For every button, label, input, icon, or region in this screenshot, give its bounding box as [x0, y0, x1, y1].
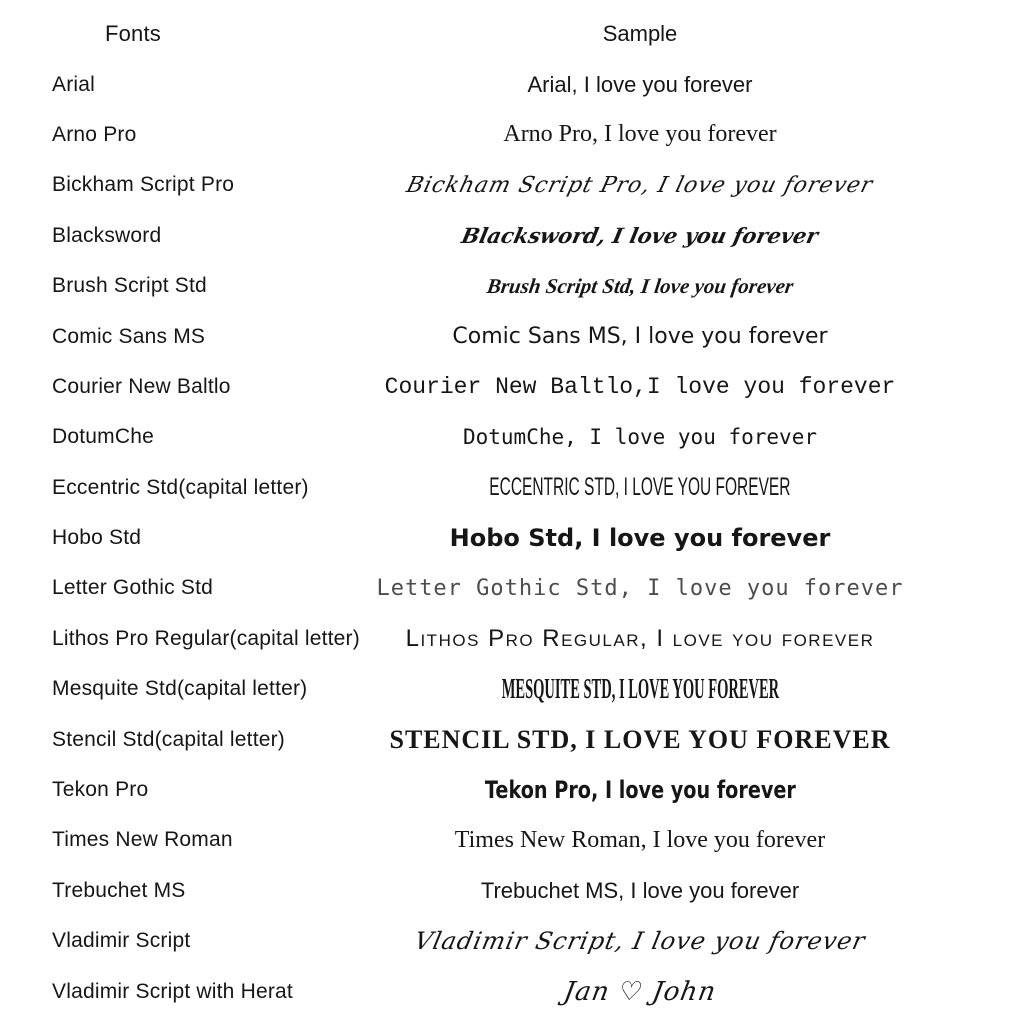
font-name: Arial [52, 72, 96, 96]
font-name: Letter Gothic Std [52, 576, 213, 600]
font-sample: Bickham Script Pro, I love you forever [404, 172, 876, 198]
table-row [0, 815, 1024, 865]
table-row [0, 714, 1024, 764]
font-name: Eccentric Std(capital letter) [52, 475, 309, 499]
table-row [0, 866, 1024, 916]
font-sample-cell [256, 927, 1024, 955]
font-sample: Comic Sans MS, I love you forever [452, 324, 828, 350]
font-sample: Vladimir Script, I love you forever [411, 927, 869, 956]
font-name: Vladimir Script with Herat [52, 979, 293, 1003]
font-sample: Brush Script Std, I love you forever [485, 273, 795, 298]
font-sample: Hobo Std, I love you forever [449, 524, 831, 553]
table-row [0, 614, 1024, 664]
font-name: Bickham Script Pro [52, 173, 235, 197]
font-sample: Jan ♡ John [561, 976, 719, 1007]
font-sample-cell [256, 827, 1024, 854]
table-row [0, 966, 1024, 1016]
font-sample: Courier New Baltlo,I love you forever [384, 373, 896, 400]
table-row [0, 261, 1024, 311]
table-row [0, 110, 1024, 160]
font-name: Lithos Pro Regular(capital letter) [52, 626, 360, 650]
font-name: Stencil Std(capital letter) [52, 727, 285, 751]
font-sample-cell [256, 878, 1024, 904]
font-sample-cell [256, 274, 1024, 299]
font-sample-cell [256, 725, 1024, 755]
font-table-body [0, 59, 1024, 1016]
font-name: Hobo Std [52, 526, 142, 550]
font-name: Courier New Baltlo [52, 374, 231, 398]
font-sample: Trebuchet MS, I love you forever [480, 877, 800, 903]
header-sample-label: Sample [602, 21, 678, 47]
font-sample-cell [256, 374, 1024, 400]
font-sample: Lithos Pro Regular, I love you forever [405, 624, 875, 652]
font-name: Vladimir Script [52, 929, 191, 953]
font-sample: Blacksword, I love you forever [459, 223, 821, 249]
font-name: Blacksword [52, 223, 162, 247]
font-name: DotumChe [52, 425, 154, 449]
font-sample-cell [256, 673, 1024, 706]
font-name: Tekon Pro [52, 778, 149, 802]
font-sample-cell [256, 576, 1024, 601]
font-sample: Arno Pro, I love you forever [503, 121, 777, 148]
table-row [0, 513, 1024, 563]
font-sample: MESQUITE STD, I LOVE YOU FOREVER [501, 672, 779, 705]
font-sample: Times New Roman, I love you forever [454, 826, 826, 853]
font-sample-cell [256, 524, 1024, 552]
font-sample-cell [256, 324, 1024, 349]
font-sample-cell [256, 776, 1024, 804]
font-sample-cell [256, 425, 1024, 449]
font-name: Brush Script Std [52, 274, 207, 298]
font-sample: Tekon Pro, I love you forever [484, 776, 796, 805]
table-row [0, 362, 1024, 412]
font-name: Mesquite Std(capital letter) [52, 677, 308, 701]
font-sample: DotumChe, I love you forever [462, 425, 817, 450]
font-name: Times New Roman [52, 828, 233, 852]
header-fonts-cell [0, 21, 256, 47]
table-row [0, 916, 1024, 966]
header-sample-cell [256, 21, 1024, 47]
table-row [0, 211, 1024, 261]
font-sample: ECCENTRIC STD, I LOVE YOU FOREVER [489, 473, 791, 502]
font-sample-cell [256, 72, 1024, 98]
font-sample: Arial, I love you forever [527, 71, 753, 97]
font-sample: Letter Gothic Std, I love you forever [376, 575, 904, 601]
table-row [0, 664, 1024, 714]
table-row [0, 765, 1024, 815]
font-sample-cell [256, 625, 1024, 653]
font-name: Arno Pro [52, 122, 137, 146]
font-name: Trebuchet MS [52, 878, 186, 902]
table-row [0, 311, 1024, 361]
table-row [0, 563, 1024, 613]
table-header-row [0, 9, 1024, 59]
font-name: Comic Sans MS [52, 324, 206, 348]
font-sample-cell [256, 173, 1024, 198]
table-row [0, 463, 1024, 513]
header-fonts-label: Fonts [104, 21, 162, 47]
font-sample: STENCIL STD, I LOVE YOU FOREVER [389, 724, 891, 754]
font-sample-cell [256, 977, 1024, 1007]
font-sample-cell [256, 121, 1024, 148]
table-row [0, 160, 1024, 210]
table-row [0, 59, 1024, 109]
table-row [0, 412, 1024, 462]
font-sample-cell [256, 473, 1024, 502]
font-sample-cell [256, 223, 1024, 248]
